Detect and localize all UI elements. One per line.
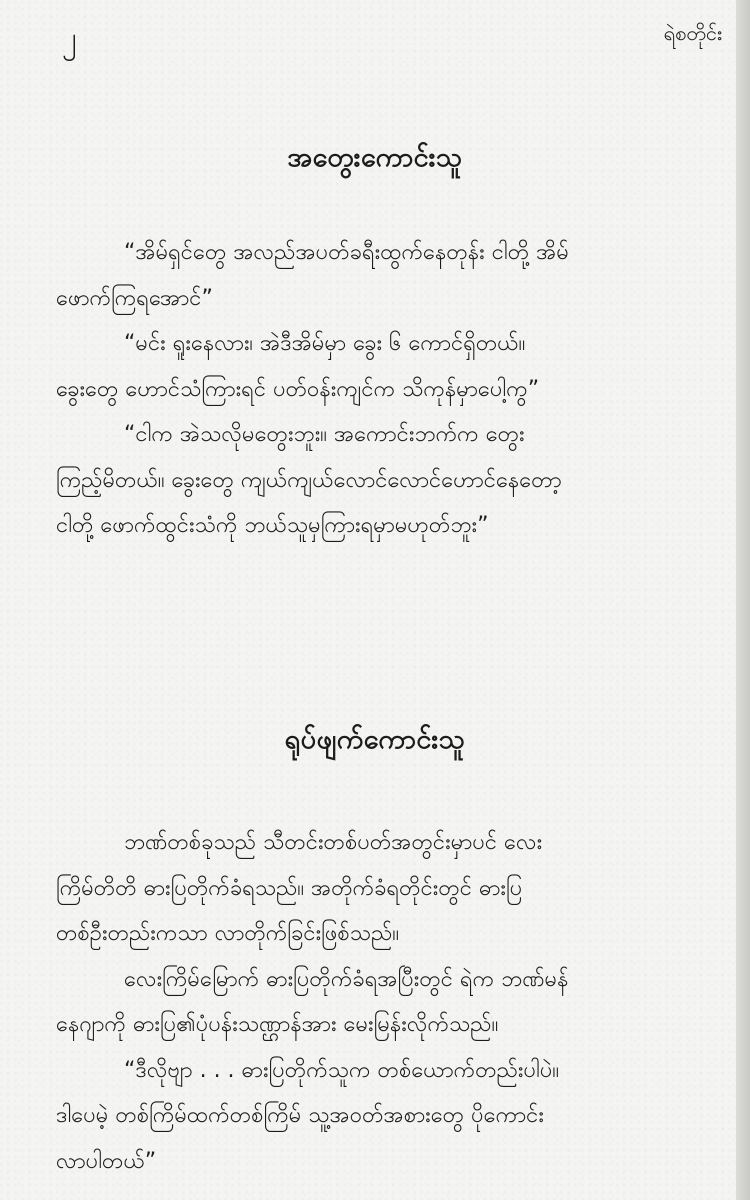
running-head: ရဲစတိုင်း: [663, 21, 722, 45]
story-title-1: အတွေးကောင်းသူ: [287, 142, 463, 173]
page-edge: [736, 0, 750, 1200]
text-line: “ငါက အဲသလိုမတွေးဘူး။ အကောင်းဘက်က တွေး: [124, 422, 525, 447]
text-line: “မင်း ရူးနေလား၊ အဲဒီအိမ်မှာ ခွေး ၆ ကောင်ရှိတယ်။: [124, 331, 526, 356]
text-line: ဒါပေမဲ့ တစ်ကြိမ်ထက်တစ်ကြိမ် သူ့အဝတ်အစားတွေ ပိုကောင်း: [56, 1103, 544, 1128]
text-line: ခွေးတွေ ဟောင်သံကြားရင် ပတ်ဝန်းကျင်က သိကုန်မှာပေါ့ကွ”: [56, 376, 540, 402]
text-line: လေးကြိမ်မြောက် ဓားပြတိုက်ခံရအပြီးတွင် ရဲက ဘဏ်မန်: [124, 966, 569, 992]
story-title-2: ရုပ်ဖျက်ကောင်းသူ: [284, 724, 466, 755]
text-line: “အိမ်ရှင်တွေ အလည်အပတ်ခရီးထွက်နေတုန်း ငါတို့ အိမ်: [124, 240, 569, 265]
text-line: ကြည့်မိတယ်။ ခွေးတွေ ကျယ်ကျယ်လောင်လောင်ဟောင်နေတော့: [56, 467, 562, 493]
text-line: ကြိမ်တိတိ ဓားပြတိုက်ခံရသည်။ အတိုက်ခံရတိုင်းတွင် ဓားပြ: [56, 875, 523, 901]
text-line: ဖောက်ကြရအောင်”: [56, 285, 213, 311]
story-body-1: [56, 230, 711, 549]
story-body-2: [56, 820, 711, 1184]
text-line: ငါတို့ ဖောက်ထွင်းသံကို ဘယ်သူမှကြားရမှာမဟုတ်ဘူး”: [56, 513, 489, 538]
text-line: တစ်ဦးတည်းကသာ လာတိုက်ခြင်းဖြစ်သည်။: [56, 921, 400, 946]
page-number: ၂: [62, 21, 77, 56]
text-line: နေဂျာကို ဓားပြ၏ပုံပန်းသဏ္ဌာန်အား မေးမြန်းလိုက်သည်။: [56, 1012, 499, 1037]
text-line: လာပါတယ်”: [56, 1148, 157, 1174]
text-line: “ဒီလိုဗျာ . . . ဓားပြတိုက်သူက တစ်ယောက်တည်းပါပဲ။: [124, 1057, 560, 1083]
text-line: ဘဏ်တစ်ခုသည် သီတင်းတစ်ပတ်အတွင်းမှာပင် လေး: [124, 830, 543, 855]
